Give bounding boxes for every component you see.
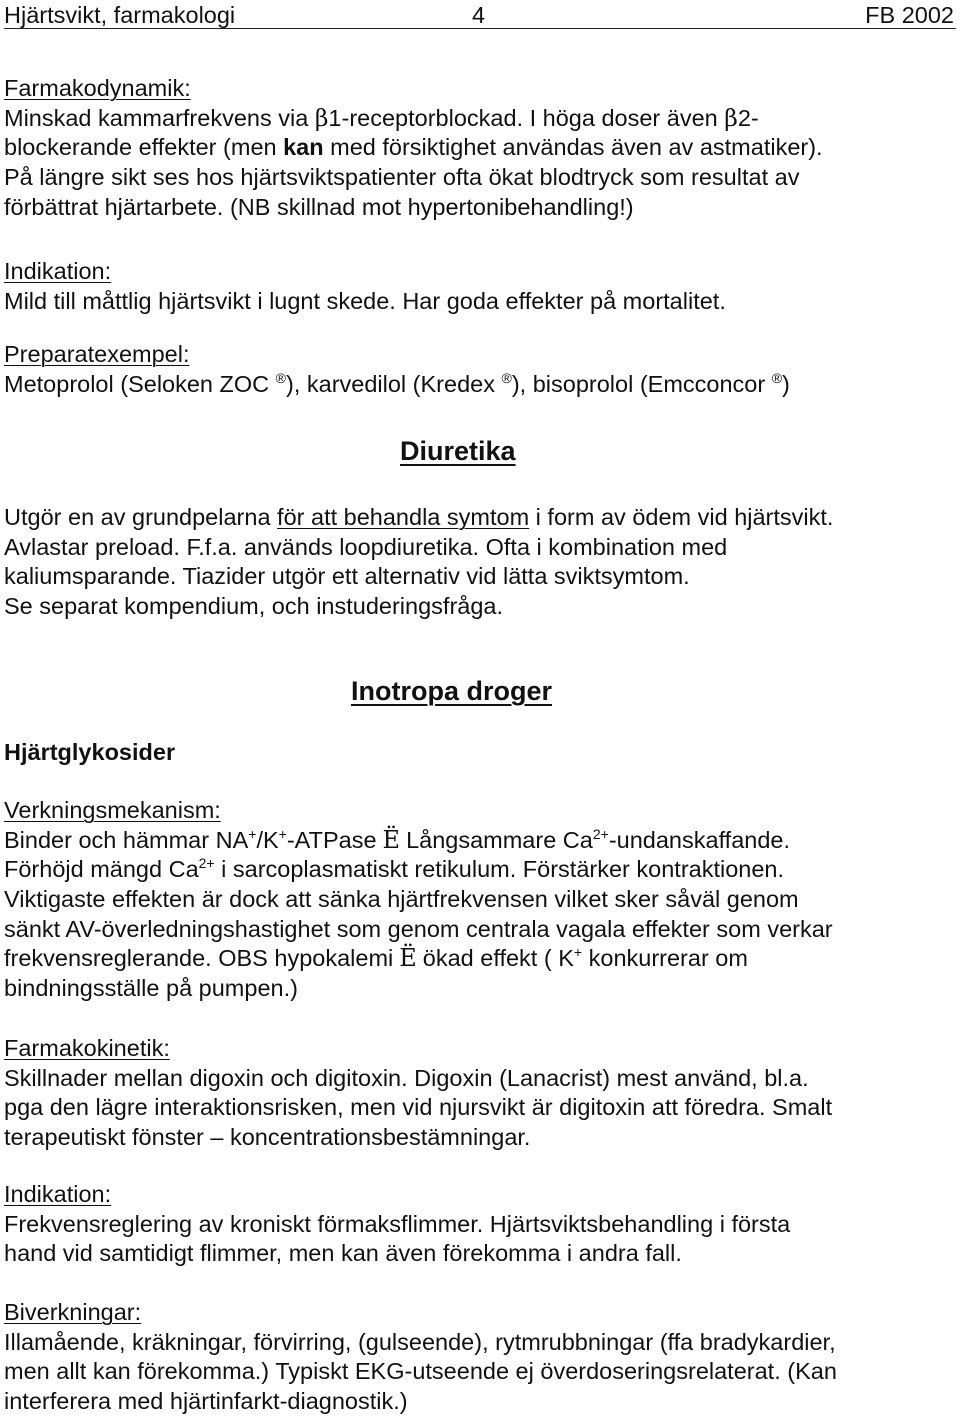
paragraph-line: Binder och hämmar NA+/K+-ATPase Ë Långsammare $Ca^{2+}$-undanskaffande. xyxy=(4,825,791,854)
header-course: FB 2002 xyxy=(865,2,954,28)
paragraph-line: hand vid samtidigt flimmer, men kan även förekomma i andra fall. xyxy=(4,1240,682,1267)
section-heading: Verkningsmekanism: xyxy=(4,797,221,823)
registered-mark: ® xyxy=(275,369,286,386)
arrow-icon: Ë xyxy=(399,944,417,973)
section-heading: Indikation: xyxy=(4,1181,112,1207)
paragraph-line: förbättrat hjärtarbete. (NB skillnad mot hypertonibehandling!) xyxy=(4,193,634,220)
paragraph-line: Frekvensreglering av kroniskt förmaksflimmer. Hjärtsviktsbehandling i första xyxy=(4,1210,791,1237)
paragraph-line: På längre sikt ses hos hjärtsviktspatienter ofta ökat blodtryck som resultat av xyxy=(4,164,800,191)
section-heading: Farmakodynamik: xyxy=(4,75,191,101)
section-heading: Biverkningar: xyxy=(4,1299,142,1325)
paragraph-line: Illamående, kräkningar, förvirring, (gulseende), rytmrubbningar (ffa bradykardier, xyxy=(4,1328,836,1355)
section-indikation xyxy=(4,257,954,316)
diuretika-title: Diuretika xyxy=(400,436,516,466)
section-verkningsmekanism xyxy=(4,796,954,1004)
page-header xyxy=(4,2,956,29)
section-preparatexempel xyxy=(4,340,954,399)
paragraph-line: Mild till måttlig hjärtsvikt i lugnt skede. Har goda effekter på mortalitet. xyxy=(4,287,726,314)
paragraph-line: kaliumsparande. Tiazider utgör ett alternativ vid lätta sviktsymtom. xyxy=(4,563,690,590)
paragraph-line: bindningsställe på pumpen.) xyxy=(4,975,298,1002)
paragraph-line: Viktigaste effekten är dock att sänka hjärtfrekvensen vilket sker såväl genom xyxy=(4,886,799,913)
section-farmakokinetik xyxy=(4,1034,954,1153)
inotropa-title: Inotropa droger xyxy=(351,676,552,706)
registered-mark: ® xyxy=(501,369,512,386)
arrow-icon: Ë xyxy=(382,825,401,854)
paragraph-line: Avlastar preload. F.f.a. används loopdiuretika. Ofta i kombination med xyxy=(4,533,728,560)
paragraph-line: pga den lägre interaktionsrisken, men vid njursvikt är digitoxin att föredra. Smalt xyxy=(4,1094,833,1121)
paragraph-line: Förhöjd mängd $Ca^{2+}$ i sarcoplasmatiskt retikulum. Förstärker kontraktionen. xyxy=(4,855,785,883)
paragraph-line: Se separat kompendium, och instuderingsfråga. xyxy=(4,593,504,620)
paragraph-line: men allt kan förekomma.) Typiskt EKG-utseende ej överdoseringsrelaterat. (Kan xyxy=(4,1358,837,1385)
page-number: 4 xyxy=(472,2,486,28)
paragraph-line: interferera med hjärtinfarkt-diagnostik.) xyxy=(4,1388,408,1415)
section-heading: Preparatexempel: xyxy=(4,341,190,367)
hjartglykosider-title: Hjärtglykosider xyxy=(4,739,176,765)
paragraph-line: blockerande effekter (men kan med försiktighet användas även av astmatiker). xyxy=(4,134,823,161)
section-heading: Farmakokinetik: xyxy=(4,1035,170,1061)
paragraph-line: Metoprolol (Seloken ZOC ®), karvedilol (Kredex ®), bisoprolol (Emcconcor ®) xyxy=(4,369,790,397)
paragraph-line: sänkt AV-överledningshastighet som genom centrala vagala effekter som verkar xyxy=(4,915,833,942)
paragraph-line: Skillnader mellan digoxin och digitoxin. Digoxin (Lanacrist) mest använd, bl.a. xyxy=(4,1064,809,1091)
paragraph-line: Minskad kammarfrekvens via β1-receptorblockad. I höga doser även β2- xyxy=(4,103,759,132)
section-indikation-glykosider xyxy=(4,1180,954,1269)
paragraph-line: frekvensreglerande. OBS hypokalemi Ë ökad effekt ( K+ konkurrerar om xyxy=(4,944,748,973)
section-farmakodynamik xyxy=(4,74,954,222)
paragraph-line: terapeutiskt fönster – koncentrationsbestämningar. xyxy=(4,1124,531,1151)
section-biverkningar xyxy=(4,1298,954,1417)
section-heading: Indikation: xyxy=(4,258,112,284)
paragraph-line: Utgör en av grundpelarna för att behandla symtom i form av ödem vid hjärtsvikt. xyxy=(4,504,834,530)
header-title: Hjärtsvikt, farmakologi xyxy=(4,2,236,28)
section-diuretika xyxy=(4,503,954,622)
registered-mark: ® xyxy=(771,369,783,386)
